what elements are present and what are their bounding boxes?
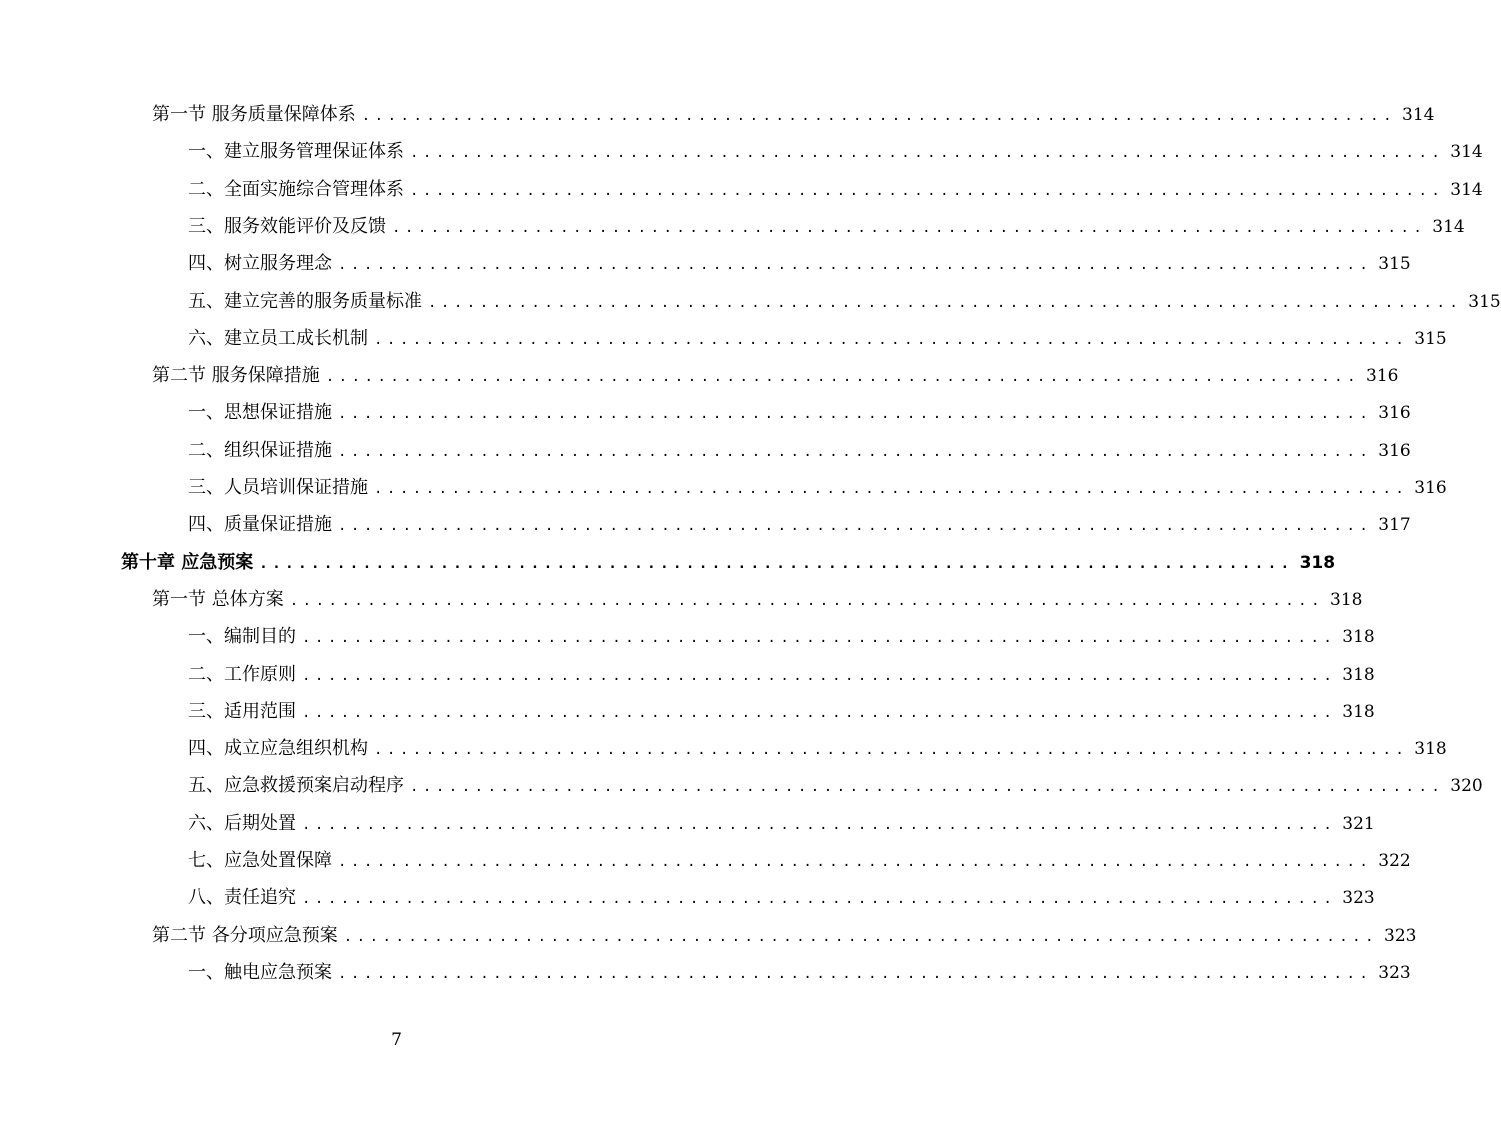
toc-dot-leader: ................................................................................ [302,816,1337,833]
toc-entry-section[interactable] [152,921,1417,951]
toc-dot-leader: ................................................................................ [302,704,1337,721]
toc-entry-label: 二、全面实施综合管理体系 [188,178,404,200]
toc-entry-page: 316 [1414,478,1447,498]
toc-entry-page: 314 [1432,216,1465,237]
toc-entry-item[interactable] [188,697,1375,727]
toc-dot-leader: ................................................................................ [374,331,1409,348]
toc-entry-page: 315 [1468,291,1501,312]
toc-dot-leader: ................................................................................ [338,443,1373,460]
toc-entry-item[interactable] [188,622,1375,652]
toc-entry-page: 318 [1330,589,1363,610]
toc-dot-leader: ................................................................................ [374,742,1409,759]
toc-entry-label: 第二节 各分项应急预案 [152,924,338,946]
toc-entry-page: 318 [1342,627,1375,648]
toc-entry-label: 七、应急处置保障 [188,850,332,871]
toc-entry-page: 316 [1366,366,1399,387]
toc-entry-item[interactable] [188,846,1411,876]
toc-entry-label: 第十章 应急预案 [121,551,254,573]
toc-dot-leader: ................................................................................ [428,294,1463,311]
toc-entry-item[interactable] [188,137,1483,167]
toc-entry-page: 323 [1378,962,1411,983]
toc-dot-leader: ................................................................................ [302,667,1337,684]
toc-entry-label: 二、工作原则 [188,663,296,685]
toc-entry-page: 315 [1378,254,1411,275]
toc-entry-item[interactable] [188,398,1411,428]
toc-entry-section[interactable] [152,100,1435,130]
toc-dot-leader: ................................................................................ [289,592,1325,609]
toc-entry-item[interactable] [188,660,1375,690]
toc-entry-label: 一、触电应急预案 [188,961,332,983]
toc-entry-label: 六、后期处置 [188,812,296,834]
toc-entry-chapter[interactable] [121,548,1336,578]
toc-entry-page: 314 [1450,142,1483,163]
toc-dot-leader: ................................................................................ [392,219,1427,236]
toc-entry-label: 二、组织保证措施 [188,439,332,461]
toc-entry-label: 三、人员培训保证措施 [188,477,368,498]
toc-entry-item[interactable] [188,473,1447,503]
toc-entry-page: 315 [1414,328,1447,349]
toc-entry-item[interactable] [188,510,1411,540]
toc-entry-item[interactable] [188,958,1411,988]
toc-entry-item[interactable] [188,249,1411,279]
toc-dot-leader: ................................................................................ [338,406,1373,423]
toc-entry-label: 第一节 服务质量保障体系 [152,104,356,125]
toc-entry-label: 一、建立服务管理保证体系 [188,141,404,163]
toc-entry-page: 323 [1384,925,1417,946]
page-number: 7 [391,1030,402,1050]
toc-entry-item[interactable] [188,436,1411,466]
toc-dot-leader: ................................................................................ [343,928,1379,945]
toc-entry-label: 四、树立服务理念 [188,253,332,275]
toc-entry-item[interactable] [188,734,1447,764]
toc-entry-page: 316 [1378,440,1411,461]
toc-entry-item[interactable] [188,175,1483,205]
toc-entry-section[interactable] [152,585,1363,615]
toc-entry-label: 四、质量保证措施 [188,514,332,536]
toc-dot-leader: ................................................................................ [338,854,1373,870]
toc-entry-label: 第一节 总体方案 [152,588,284,610]
toc-dot-leader: ................................................................................ [338,518,1373,535]
toc-entry-label: 三、适用范围 [188,700,296,722]
toc-dot-leader: ................................................................................ [302,630,1337,647]
toc-entry-label: 五、建立完善的服务质量标准 [188,290,422,312]
toc-entry-label: 一、编制目的 [188,626,296,648]
toc-dot-leader: ................................................................................ [361,108,1397,124]
toc-entry-label: 三、服务效能评价及反馈 [188,215,386,237]
toc-entry-label: 八、责任追究 [188,887,296,909]
toc-dot-leader: ................................................................................ [410,779,1445,796]
toc-entry-page: 318 [1342,701,1375,722]
toc-entry-page: 318 [1299,552,1336,573]
toc-entry-item[interactable] [188,212,1465,242]
toc-entry-item[interactable] [188,324,1447,354]
toc-entry-item[interactable] [188,883,1375,913]
toc-entry-page: 321 [1342,813,1375,834]
toc-entry-label: 一、思想保证措施 [188,402,332,424]
toc-dot-leader: ................................................................................ [338,257,1373,274]
toc-entry-item[interactable] [188,771,1483,801]
toc-dot-leader: ................................................................................ [302,891,1337,908]
toc-entry-page: 322 [1378,851,1411,871]
toc-entry-label: 五、应急救援预案启动程序 [188,775,404,797]
toc-entry-page: 314 [1402,105,1435,125]
toc-entry-label: 六、建立员工成长机制 [188,327,368,349]
toc-dot-leader: ................................................................................ [259,555,1294,572]
toc-dot-leader: ................................................................................ [338,965,1373,982]
toc-entry-page: 323 [1342,888,1375,909]
toc-entry-page: 314 [1450,179,1483,200]
toc-dot-leader: ................................................................................ [410,145,1445,162]
toc-entry-label: 第二节 服务保障措施 [152,365,320,387]
toc-entry-page: 320 [1450,776,1483,797]
toc-entry-item[interactable] [188,287,1501,317]
toc-entry-page: 318 [1342,664,1375,685]
toc-entry-page: 318 [1414,739,1447,760]
toc-entry-page: 317 [1378,515,1411,536]
toc-dot-leader: ................................................................................ [374,481,1409,497]
toc-entry-label: 四、成立应急组织机构 [188,738,368,760]
toc-dot-leader: ................................................................................ [325,369,1361,386]
toc-entry-section[interactable] [152,361,1399,391]
toc-dot-leader: ................................................................................ [410,182,1445,199]
toc-entry-item[interactable] [188,809,1375,839]
toc-entry-page: 316 [1378,403,1411,424]
